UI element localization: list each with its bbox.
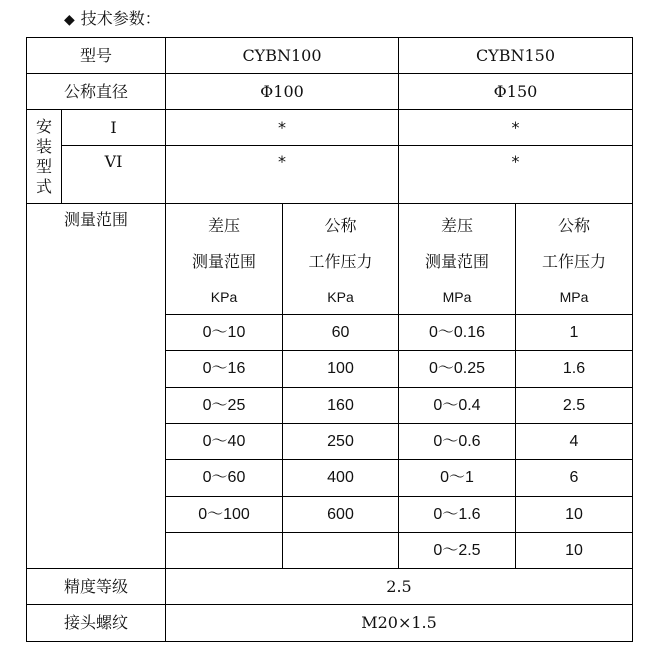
col-header-line: 工作压力 — [308, 252, 373, 271]
table-cell: 0～16 — [166, 351, 283, 388]
accuracy-label: 精度等级 — [27, 569, 166, 605]
col-header-line: 公称 — [324, 216, 357, 235]
col-header-unit: KPa — [327, 289, 354, 305]
col-header-line: 差压 — [440, 216, 473, 235]
table-cell: 1 — [516, 315, 633, 351]
table-cell: 400 — [283, 460, 399, 497]
table-cell: 100 — [283, 351, 399, 388]
table-cell — [166, 533, 283, 569]
table-cell — [283, 533, 399, 569]
table-cell: 0～100 — [166, 497, 283, 533]
col-header-wp-kpa — [283, 204, 399, 315]
install-i-cybn150: * — [399, 110, 633, 146]
col-header-unit: MPa — [559, 289, 589, 305]
table-cell: 10 — [516, 533, 633, 569]
table-cell: 0～1 — [399, 460, 516, 497]
thread-label: 接头螺纹 — [27, 605, 166, 642]
table-cell: 60 — [283, 315, 399, 351]
spec-table — [26, 37, 633, 642]
col-header-line: 公称 — [557, 216, 590, 235]
col-header-line: 工作压力 — [541, 252, 606, 271]
table-cell: 600 — [283, 497, 399, 533]
diameter-row — [27, 74, 633, 110]
install-type-vi: VI — [62, 146, 166, 204]
col-header-line: 差压 — [207, 216, 240, 235]
model-cybn150: CYBN150 — [399, 38, 633, 74]
install-type-label — [27, 110, 62, 204]
install-label-char: 装 — [35, 136, 52, 156]
model-cybn100: CYBN100 — [166, 38, 399, 74]
col-header-unit: KPa — [210, 289, 238, 305]
install-vi-cybn150: * — [399, 146, 633, 204]
thread-value: M20×1.5 — [166, 605, 633, 642]
table-cell: 6 — [516, 460, 633, 497]
install-vi-cybn100: * — [166, 146, 399, 204]
table-cell: 4 — [516, 424, 633, 460]
table-cell: 10 — [516, 497, 633, 533]
table-cell: 1.6 — [516, 351, 633, 388]
table-cell: 0～60 — [166, 460, 283, 497]
install-label-char: 安 — [35, 116, 52, 136]
table-cell: 0～0.16 — [399, 315, 516, 351]
thread-row — [27, 605, 633, 642]
install-type-i: I — [62, 110, 166, 146]
section-heading — [64, 8, 161, 31]
col-header-line: 测量范围 — [424, 252, 489, 271]
install-label-char: 式 — [35, 176, 52, 196]
model-label: 型号 — [27, 38, 166, 74]
col-header-dp-kpa — [166, 204, 283, 315]
table-cell: 2.5 — [516, 388, 633, 424]
col-header-wp-mpa — [516, 204, 633, 315]
diameter-label: 公称直径 — [27, 74, 166, 110]
accuracy-value: 2.5 — [166, 569, 633, 605]
table-cell: 160 — [283, 388, 399, 424]
table-cell: 0～25 — [166, 388, 283, 424]
table-cell: 0～0.25 — [399, 351, 516, 388]
section-title: 技术参数： — [80, 9, 161, 28]
table-cell: 0～10 — [166, 315, 283, 351]
table-cell: 0～0.6 — [399, 424, 516, 460]
col-header-unit: MPa — [442, 289, 472, 305]
col-header-line: 测量范围 — [191, 252, 256, 271]
install-i-cybn100: * — [166, 110, 399, 146]
diamond-bullet-icon: ◆ — [64, 12, 75, 28]
range-label: 测量范围 — [27, 204, 166, 569]
table-cell: 250 — [283, 424, 399, 460]
table-cell: 0～0.4 — [399, 388, 516, 424]
table-cell: 0～1.6 — [399, 497, 516, 533]
install-type-row-2 — [27, 146, 633, 204]
model-row — [27, 38, 633, 74]
install-type-row-1 — [27, 110, 633, 146]
diameter-100: Φ100 — [166, 74, 399, 110]
diameter-150: Φ150 — [399, 74, 633, 110]
install-label-char: 型 — [35, 156, 52, 176]
accuracy-row — [27, 569, 633, 605]
table-cell: 0～40 — [166, 424, 283, 460]
range-header-row — [27, 204, 633, 315]
col-header-dp-mpa — [399, 204, 516, 315]
table-cell: 0～2.5 — [399, 533, 516, 569]
